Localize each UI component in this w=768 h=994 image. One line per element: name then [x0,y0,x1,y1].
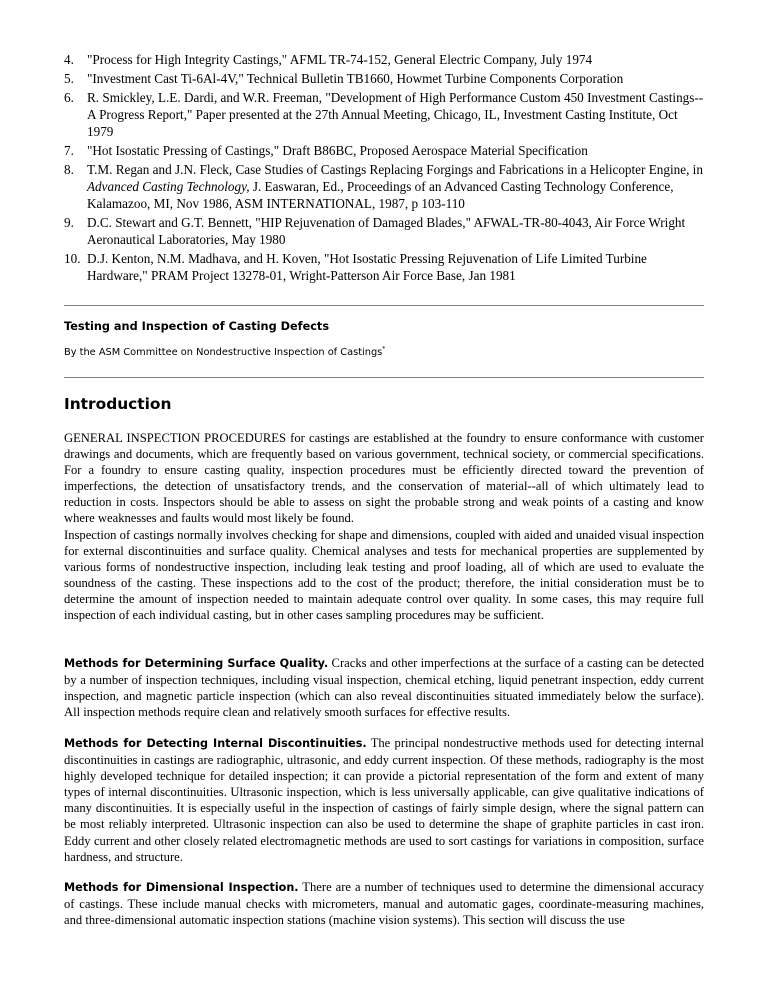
reference-item [64,161,704,212]
reference-book-title: Advanced Casting Technology, [87,179,250,194]
reference-number: 8. [64,162,74,177]
dimensional-inspection-heading: Methods for Dimensional Inspection. [64,881,299,894]
reference-text-start: T.M. Regan and J.N. Fleck, Case Studies of Castings Replacing Forgings and Fabrications in a Helicopter Engine, in [87,162,703,177]
reference-item [64,142,704,159]
reference-item [64,214,704,248]
reference-number: 7. [64,143,74,158]
reference-list [64,51,704,286]
surface-quality-text: Cracks and other imperfections at the surface of a casting can be detected by a number of inspection techniques, including visual inspection, chemical etching, liquid penetrant inspection, eddy current inspection, and magnetic particle inspection (which can also reveal discontinuities situated immediately below the surface). All inspection methods require clean and relatively smooth surfaces for effective results. [64,656,704,720]
reference-text-end: J. Easwaran, Ed., Proceedings of an Advanced Casting Technology Conference, Kalamazoo, MI, Nov 1986, ASM INTERNATIONAL, 1987, p 103-110 [87,179,674,211]
reference-item [64,51,704,68]
reference-text: "Process for High Integrity Castings," AFML TR-74-152, General Electric Company, July 1974 [87,52,593,67]
reference-text: D.C. Stewart and G.T. Bennett, "HIP Rejuvenation of Damaged Blades," AFWAL-TR-80-4043, Air Force Wright Aeronautical Laboratories, May 1980 [87,215,686,247]
reference-text: D.J. Kenton, N.M. Madhava, and H. Koven, "Hot Isostatic Pressing Rejuvenation of Life Limited Turbine Hardware," PRAM Project 13278-01, Wright-Patterson Air Force Base, Jan 1981 [87,251,647,283]
internal-discontinuities-text: The principal nondestructive methods used for detecting internal discontinuities in castings are radiographic, ultrasonic, and eddy current inspection. Of these methods, radiography is the most highly developed technique for detailed inspection; it can provide a pictorial representation of the form and extent of many types of internal discontinuities. Ultrasonic inspection, which is less universally applicable, can give qualitative indications of many discontinuities. It is especially useful in the inspection of castings of fairly simple design, where the signal pattern can be most reliably interpreted. Ultrasonic inspection can also be used to determine the shape of graphite particles in cast iron. Eddy current and other closely related electromagnetic methods are used to sort castings for variations in composition, surface hardness, and structure. [64,736,705,864]
reference-text: R. Smickley, L.E. Dardi, and W.R. Freeman, "Development of High Performance Custom 450 Investment Castings--A Progress Report," Paper presented at the 27th Annual Meeting, Chicago, IL, Investment Casting Institute, Oct 1979 [87,90,704,139]
reference-number: 10. [64,251,81,266]
paragraph-surface-quality [64,655,704,720]
reference-text: "Investment Cast Ti-6Al-4V," Technical Bulletin TB1660, Howmet Turbine Components Corporation [87,71,624,86]
reference-item [64,250,704,284]
reference-number: 5. [64,71,74,86]
paragraph-internal-discontinuities [64,735,704,865]
reference-text [87,161,704,212]
reference-item [64,70,704,87]
surface-quality-heading: Methods for Determining Surface Quality. [64,657,329,670]
section-divider-top [64,305,704,306]
section-byline [64,347,385,358]
introduction-heading: Introduction [64,395,172,413]
section-title: Testing and Inspection of Casting Defects [64,320,330,333]
section-divider-bottom [64,377,704,378]
byline-text: By the ASM Committee on Nondestructive Inspection of Castings [64,347,383,358]
reference-number: 4. [64,52,74,67]
dimensional-inspection-text: There are a number of techniques used to determine the dimensional accuracy of castings. These include manual checks with micrometers, manual and automatic gages, coordinate-measuring machines, and three-dimensional automatic inspection stations (machine vision systems). This section will discuss the use [64,880,704,928]
footnote-marker: * [382,345,386,353]
paragraph-dimensional-inspection [64,879,704,928]
reference-item [64,89,704,140]
reference-number: 9. [64,215,74,230]
paragraph-inspection-of-castings: Inspection of castings normally involves checking for shape and dimensions, coupled with aided and unaided visual inspection for external discontinuities and surface quality. Chemical analyses and tests for mechanical properties are supplemented by various forms of nondestructive inspection, including leak testing and proof loading, all of which are used to evaluate the soundness of the casting. These inspections add to the cost of the product; therefore, the initial consideration must be to determine the amount of inspection needed to maintain adequate control over quality. In some cases, this may require full inspection of each individual casting, but in other cases sampling procedures may be sufficient. [64,528,704,623]
paragraph-general-inspection: GENERAL INSPECTION PROCEDURES for castings are established at the foundry to ensure conformance with customer drawings and documents, which are frequently based on various government, technical society, or commercial specifications. For a foundry to ensure casting quality, inspection procedures must be efficiently directed toward the prevention of imperfections, the detection of unsatisfactory trends, and the conservation of material--all of which ultimately lead to reduction in costs. Inspectors should be able to assess on sight the probable strong and weak points of a casting and know where weaknesses and faults would most likely be found. [64,431,704,526]
reference-number: 6. [64,90,74,105]
internal-discontinuities-heading: Methods for Detecting Internal Discontinuities. [64,737,367,750]
reference-text: "Hot Isostatic Pressing of Castings," Draft B86BC, Proposed Aerospace Material Specification [87,143,588,158]
